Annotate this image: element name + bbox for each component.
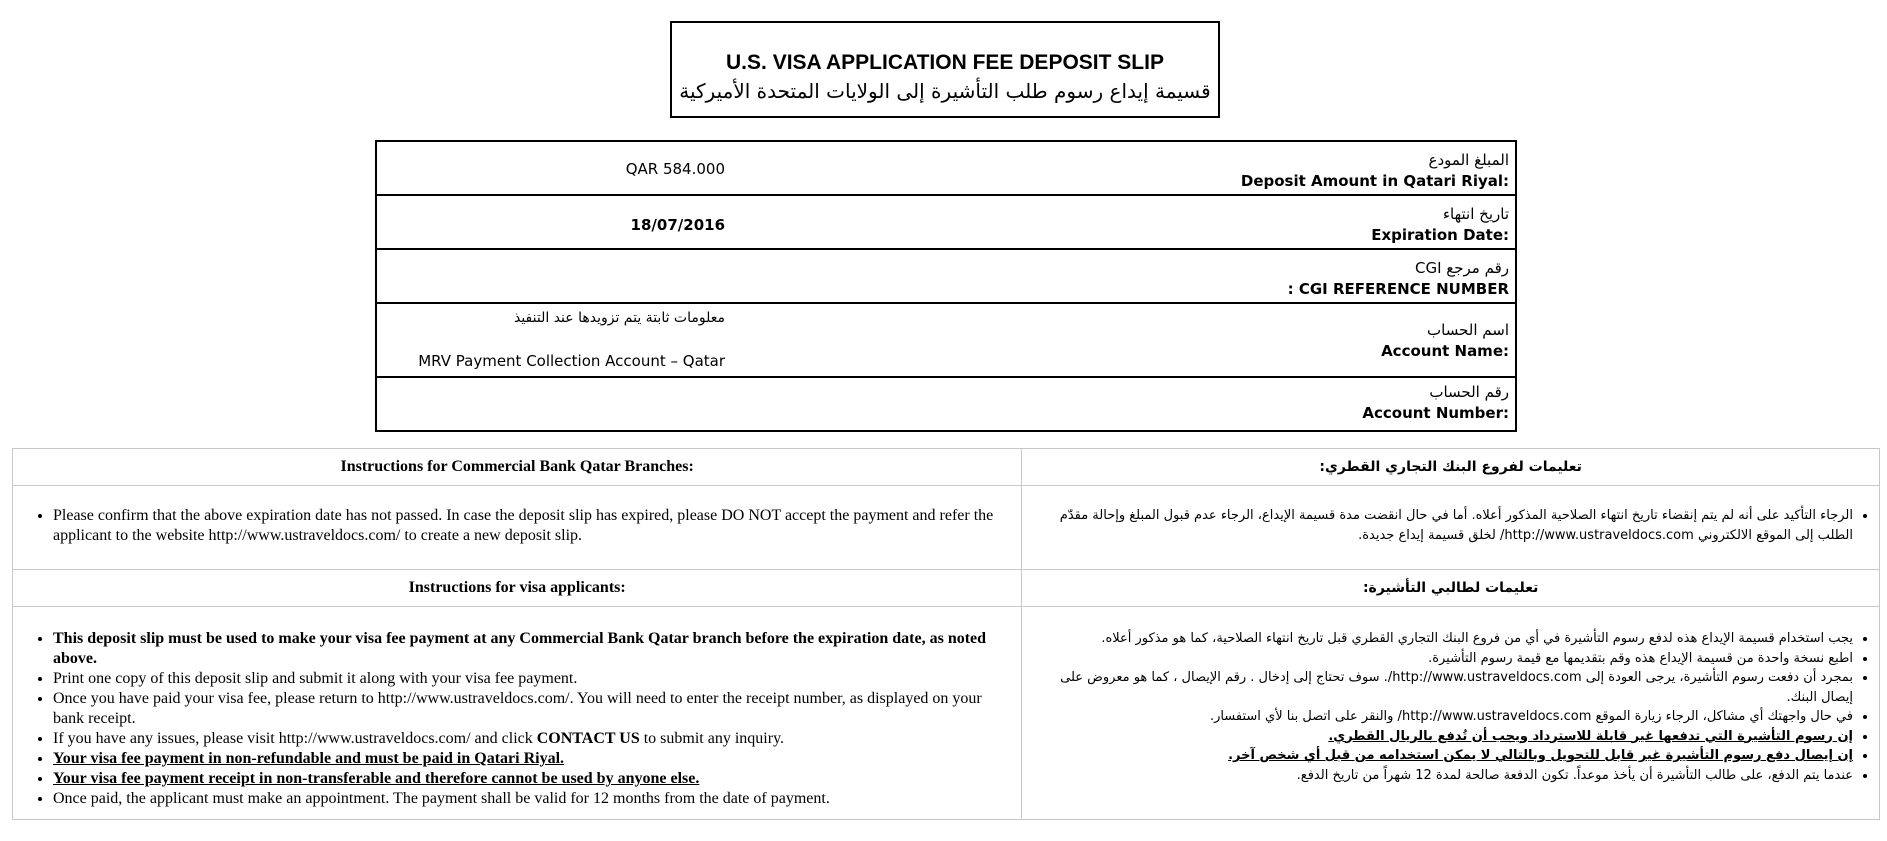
expiration-date-label [1371, 204, 1509, 246]
applicant-instructions-heading-row [13, 570, 1880, 607]
applicant-instruction-item-arabic: • في حال واجهتك أي مشاكل، الرجاء زيارة الموقع http://www.ustraveldocs.com/ والنقر على اتصل بنا لأي استفسار. [1034, 707, 1853, 727]
slip-title-english: U.S. VISA APPLICATION FEE DEPOSIT SLIP [726, 51, 1164, 74]
deposit-amount-label-arabic: المبلغ المودع [1428, 151, 1509, 169]
cgi-reference-label [1288, 258, 1509, 300]
applicant-instruction-item: • Once you have paid your visa fee, please return to http://www.ustraveldocs.com/. You will need to enter the receipt number, as displayed on your bank receipt. [53, 689, 1007, 729]
applicant-instruction-item: • Once paid, the applicant must make an appointment. The payment shall be valid for 12 months from the date of payment. [53, 789, 1007, 809]
bank-instruction-item: • Please confirm that the above expiration date has not passed. In case the deposit slip has expired, please DO NOT accept the payment and refer the applicant to the website http://www.ustraveldocs.com/ to create a new deposit slip. [53, 506, 1007, 546]
bank-instructions-heading-row [13, 449, 1880, 486]
applicant-instructions-list-arabic [1022, 607, 1879, 795]
bank-instruction-item-arabic: • الرجاء التأكيد على أنه لم يتم إنقضاء تاريخ انتهاء الصلاحية المذكور أعلاه. أما في حال انقضت مدة قسيمة الإيداع، الرجاء عدم قبول المبلغ وإحالة مقدّم الطلب إلى الموقع الالكتروني http://www.ustraveldocs.com/ لخلق قسيمة إيداع جديدة. [1034, 506, 1853, 545]
applicant-instruction-item: • This deposit slip must be used to make your visa fee payment at any Commercial Bank Qatar branch before the expiration date, as noted above. [53, 629, 1007, 669]
expiration-date-value: 18/07/2016 [630, 216, 725, 234]
instruction-text: to submit any inquiry. [639, 730, 785, 747]
account-number-label-arabic: رقم الحساب [1429, 383, 1509, 401]
expiration-date-label-english: Expiration Date: [1371, 226, 1509, 244]
applicant-instruction-item: • Your visa fee payment receipt in non-transferable and therefore cannot be used by anyone else. [53, 769, 1007, 789]
account-number-row [376, 377, 1516, 431]
expiration-date-label-arabic: تاريخ انتهاء [1442, 205, 1509, 223]
cgi-reference-label-arabic: رقم مرجع CGI [1414, 259, 1509, 277]
applicant-instruction-item [53, 729, 1007, 749]
deposit-amount-label-english: Deposit Amount in Qatari Riyal: [1240, 172, 1509, 190]
applicant-instructions-body-row [13, 607, 1880, 820]
account-name-value: MRV Payment Collection Account – Qatar [418, 352, 725, 370]
slip-title-box [670, 21, 1220, 118]
instruction-text: If you have any issues, please visit http://www.ustraveldocs.com/ and click [53, 730, 537, 747]
cgi-reference-row [376, 249, 1516, 303]
applicant-instruction-item-arabic: • إن رسوم التأشيرة التي تدفعها غير قابلة للاسترداد ويجب أن تُدفع بالريال القطري. [1034, 727, 1853, 747]
slip-title-arabic: قسيمة إيداع رسوم طلب التأشيرة إلى الولايات المتحدة الأميركية [679, 79, 1211, 103]
deposit-info-table [375, 140, 1517, 432]
cgi-reference-label-english: : CGI REFERENCE NUMBER [1287, 280, 1509, 298]
applicant-instructions-heading-english: Instructions for visa applicants: [408, 579, 626, 596]
applicant-instruction-item: • Print one copy of this deposit slip and submit it along with your visa fee payment. [53, 669, 1007, 689]
applicant-instructions-list-english [13, 607, 1021, 819]
contact-us-text: CONTACT US [536, 730, 640, 747]
account-name-label [1381, 320, 1509, 362]
applicant-instruction-item: • Your visa fee payment in non-refundable and must be paid in Qatari Riyal. [53, 749, 1007, 769]
deposit-amount-row [376, 141, 1516, 195]
bank-instructions-heading-english: Instructions for Commercial Bank Qatar Branches: [340, 458, 694, 475]
applicant-instructions-heading-arabic: تعليمات لطالبي التأشيرة: [1362, 580, 1539, 596]
applicant-instruction-item-arabic: • يجب استخدام قسيمة الإيداع هذه لدفع رسوم التأشيرة في أي من فروع البنك التجاري القطري قبل تاريخ انتهاء الصلاحية، كما هو مذكور أعلاه. [1034, 629, 1853, 649]
deposit-amount-value: QAR 584.000 [625, 160, 725, 178]
instructions-table [12, 448, 1880, 820]
account-name-row [376, 303, 1516, 377]
applicant-instruction-item-arabic: • بمجرد أن دفعت رسوم التأشيرة، يرجى العودة إلى http://www.ustraveldocs.com/. سوف تحتاج إلى إدخال . رقم الإيصال ، كما هو معروض على إيصال البنك. [1034, 668, 1853, 707]
account-number-label [1362, 382, 1509, 424]
bank-instructions-body-row [13, 486, 1880, 570]
account-name-label-english: Account Name: [1381, 342, 1509, 360]
applicant-instruction-item-arabic: • إن إيصال دفع رسوم التأشيرة غير قابل للتحويل وبالتالي لا يمكن استخدامه من قبل أي شخص آخر. [1034, 746, 1853, 766]
account-number-label-english: Account Number: [1362, 404, 1509, 422]
account-name-note-arabic: معلومات ثابتة يتم تزويدها عند التنفيذ [513, 310, 725, 326]
applicant-instruction-item-arabic: • عندما يتم الدفع، على طالب التأشيرة أن يأخذ موعداً. تكون الدفعة صالحة لمدة 12 شهراً من تاريخ الدفع. [1034, 766, 1853, 786]
bank-instructions-list-arabic [1022, 486, 1879, 555]
applicant-instruction-item-arabic: • اطبع نسخة واحدة من قسيمة الإيداع هذه وقم بتقديمها مع قيمة رسوم التأشيرة. [1034, 649, 1853, 669]
account-name-label-arabic: اسم الحساب [1427, 321, 1509, 339]
deposit-amount-label [1241, 150, 1509, 192]
expiration-date-row [376, 195, 1516, 249]
bank-instructions-list-english [13, 486, 1021, 556]
bank-instructions-heading-arabic: تعليمات لفروع البنك التجاري القطري: [1319, 459, 1582, 475]
